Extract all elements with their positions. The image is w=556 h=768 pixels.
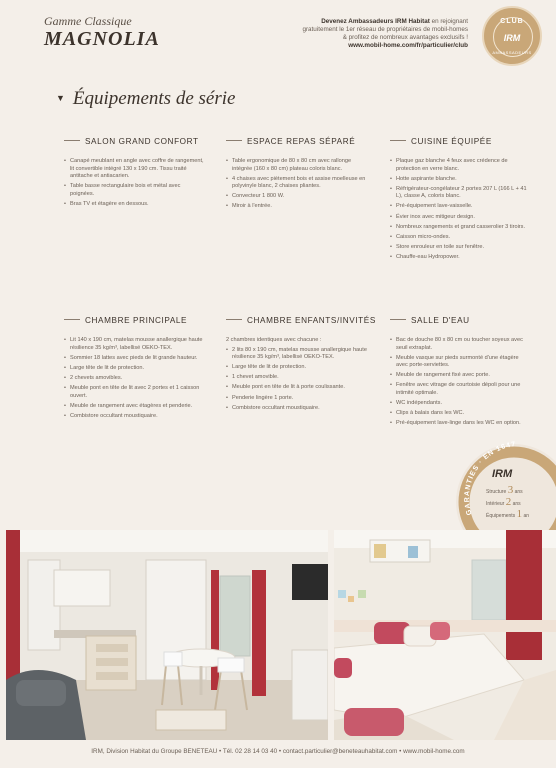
list-item: • 2 lits 80 x 190 cm, matelas mousse anallergique haute résilience 35 kg/m³, labellisé OEKO-TEX. [226, 347, 368, 362]
column-salon [64, 137, 206, 211]
bedroom-illustration [334, 530, 556, 740]
equipment-list [226, 347, 368, 413]
equipment-list [226, 158, 368, 211]
title-dash [64, 319, 80, 320]
list-item: • Miroir à l'entrée. [226, 203, 368, 211]
foreground-pillow [344, 708, 404, 736]
bedroom-curtain [506, 530, 542, 660]
footer-contact: IRM, Division Habitat du Groupe BENETEAU • Tél. 02 28 14 03 40 • contact.particulier@beneteauhabitat.com • www.mobil-home.com [91, 748, 465, 755]
column-title: SALLE D'EAU [390, 316, 532, 325]
list-item: • Lit 140 x 190 cm, matelas mousse anallergique haute résilience 35 kg/m³, labellisé OEKO-TEX. [64, 337, 206, 352]
list-item: • Plaque gaz blanche 4 feux avec crédence de protection en verre blanc. [390, 158, 532, 173]
title-dash [390, 319, 406, 320]
chevron-down-icon: ▼ [56, 93, 65, 103]
model-name: MAGNOLIA [44, 28, 160, 50]
column-title: CHAMBRE PRINCIPALE [64, 316, 206, 325]
list-item: • Caisson micro-ondes. [390, 234, 532, 242]
column-title: CUISINE ÉQUIPÉE [390, 137, 532, 146]
title-dash [390, 140, 406, 141]
guarantees-title: GARANTIES · EN 1647 [463, 440, 517, 516]
ambassador-line3: & profitez de nombreux avantages exclusifs ! [342, 34, 468, 41]
list-item: • Meuble de rangement avec étagères et penderie. [64, 403, 206, 411]
column-salle-eau [390, 316, 532, 430]
column-intro: 2 chambres identiques avec chacune : [226, 337, 322, 343]
list-item: • Canapé meublant en angle avec coffre de rangement, lit convertible intégré 130 x 190 cm. Tissu traité antitache et antiacarien. [64, 158, 206, 181]
list-item: • 1 chevet amovible. [226, 374, 368, 382]
list-item: • Bac de douche 80 x 80 cm ou toucher soyeux avec seuil extraplat. [390, 337, 532, 352]
column-repas [226, 137, 368, 214]
list-item: • Meuble pont en tête de lit avec 2 portes et 1 caisson ouvert. [64, 385, 206, 400]
column-title: SALON GRAND CONFORT [64, 137, 206, 146]
list-item: • Large tête de lit de protection. [64, 365, 206, 373]
guarantees-logo: IRM [492, 468, 513, 480]
coffee-table [156, 710, 226, 730]
title-dash [226, 319, 242, 320]
list-item: • Chauffe-eau Hydropower. [390, 254, 532, 262]
range-name: Gamme Classique [44, 14, 132, 28]
ambassador-url[interactable]: www.mobil-home.com/fr/particulier/club [348, 42, 468, 49]
section-title: Équipements de série [72, 88, 236, 109]
club-ambassadeurs-seal [482, 6, 542, 66]
list-item: • 4 chaises avec piètement bois et assise moelleuse en polyvinyle blanc, 2 chaises pliantes. [226, 176, 368, 191]
list-item: • Pré-équipement lave-vaisselle. [390, 203, 532, 211]
list-item: • Combistore occultant moustiquaire. [226, 405, 368, 413]
seal-top-text: CLUB [500, 18, 524, 25]
list-item: • Pré-équipement lave-linge dans les WC en option. [390, 420, 532, 428]
title-dash [64, 140, 80, 141]
ambassador-line1-rest: en rejoignant [429, 18, 468, 25]
window-curtain-right [252, 570, 266, 696]
list-item: • Meuble vasque sur pieds surmonté d'une étagère avec porte-serviettes. [390, 355, 532, 370]
guarantee-row: Équipements 1 an [486, 508, 530, 520]
list-item: • Convecteur 1 800 W. [226, 193, 368, 201]
equipment-list [64, 337, 206, 420]
column-title: ESPACE REPAS SÉPARÉ [226, 137, 368, 146]
title-dash [226, 140, 242, 141]
list-item: • Table ergonomique de 80 x 80 cm avec rallonge intégrée (160 x 80 cm) plateau coloris blanc. [226, 158, 368, 173]
list-item: • 2 chevets amovibles. [64, 375, 206, 383]
column-chambre-principale [64, 316, 206, 423]
list-item: • Clips à balais dans les WC. [390, 410, 532, 418]
list-item: • Meuble pont en tête de lit à porte coulissante. [226, 384, 368, 392]
list-item: • Hotte aspirante blanche. [390, 176, 532, 184]
list-item: • Fenêtre avec vitrage de courtoisie dépoli pour une intimité optimale. [390, 382, 532, 397]
list-item: • Store enrouleur en toile sur fenêtre. [390, 244, 532, 252]
ambassador-headline: Devenez Ambassadeurs IRM Habitat [321, 18, 430, 25]
seal-bottom-text: AMBASSADEURS [492, 50, 532, 55]
equipment-list [390, 158, 532, 262]
list-item: • Évier inox avec mitigeur design. [390, 214, 532, 222]
tv-screen [292, 564, 328, 600]
list-item: • WC indépendants. [390, 400, 532, 408]
list-item: • Bras TV et étagère en dessous. [64, 201, 206, 209]
bedroom-photo [334, 530, 556, 740]
equipment-list [390, 337, 532, 428]
column-title: CHAMBRE ENFANTS/INVITÉS [226, 316, 368, 325]
column-chambre-enfants [226, 316, 376, 415]
column-cuisine [390, 137, 532, 264]
list-item: • Penderie lingère 1 porte. [226, 395, 368, 403]
ambassador-text [248, 18, 468, 50]
living-room-photo [6, 530, 328, 740]
list-item: • Nombreux rangements et grand casserolier 3 tiroirs. [390, 224, 532, 232]
guarantee-row: Structure 3 ans [486, 484, 523, 496]
list-item: • Table basse rectangulaire bois et métal avec poignées. [64, 183, 206, 198]
brand-block [44, 14, 160, 51]
section-heading [56, 88, 235, 110]
guarantee-row: Intérieur 2 ans [486, 496, 521, 508]
list-item: • Réfrigérateur-congélateur 2 portes 207 L (166 L + 41 L), classe A, coloris blanc. [390, 186, 532, 201]
list-item: • Sommier 18 lattes avec pieds de lit grande hauteur. [64, 355, 206, 363]
list-item: • Combistore occultant moustiquaire. [64, 413, 206, 421]
list-item: • Large tête de lit de protection. [226, 364, 368, 372]
ambassador-line2: gratuitement le 1er réseau de propriétaires de mobil-homes [302, 26, 468, 33]
equipment-list [64, 158, 206, 209]
seal-logo: IRM [503, 33, 521, 43]
living-room-illustration [6, 530, 328, 740]
list-item: • Meuble de rangement fixé avec porte. [390, 372, 532, 380]
